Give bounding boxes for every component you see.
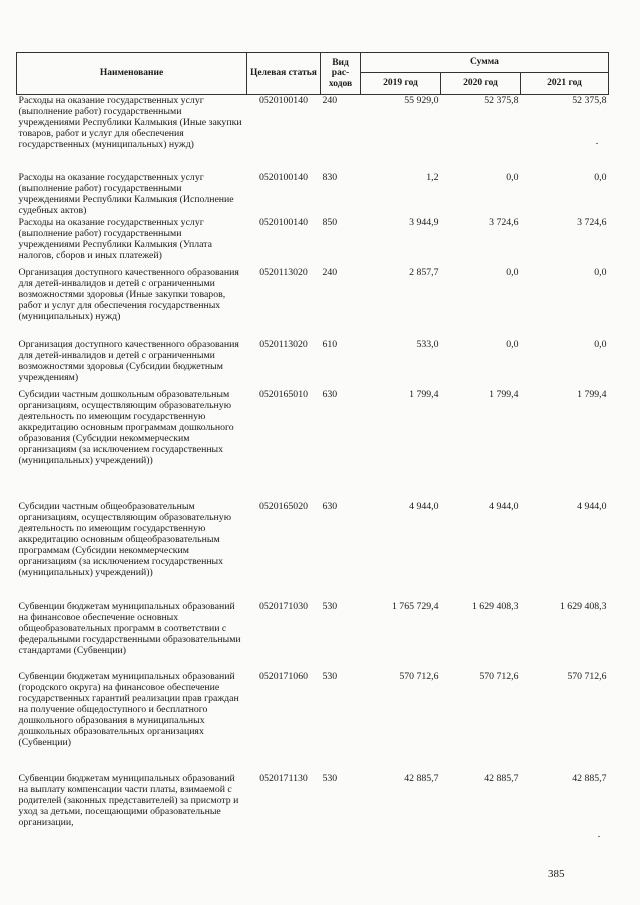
- row-2020: 1 629 408,3: [471, 600, 519, 612]
- row-2020: 0,0: [506, 266, 519, 278]
- row-name: Организация доступного качественного образования для детей-инвалидов и детей с ограниченными возможностями здоровья (Субсидии бюджетным учреждениям): [18, 338, 239, 383]
- row-vid: 530: [322, 600, 338, 612]
- row-2019: 533,0: [416, 338, 439, 350]
- row-2020: 4 944,0: [489, 500, 519, 512]
- row-2019: 4 944,0: [409, 500, 439, 512]
- table-row: [17, 601, 609, 671]
- table-row: [17, 671, 609, 773]
- table-body: [17, 95, 609, 843]
- row-2019: 42 885,7: [404, 772, 439, 784]
- row-code: 0520100140: [259, 216, 308, 228]
- row-vid: 630: [322, 500, 338, 512]
- row-2021: 0,0: [594, 266, 607, 278]
- row-2020: 0,0: [506, 338, 519, 350]
- row-name: Субсидии частным общеобразовательным организациям, осуществляющим образовательную деятельность по имеющим государственную аккредитацию основным общеобразовательным программам (Субсидии некоммерческим организациям (за исключением государственных (муниципальных) учреждений)): [18, 500, 232, 578]
- row-name: Субвенции бюджетам муниципальных образований на выплату компенсации части платы, взимаемой с родителей (законных представителей) за присмотр и уход за детьми, посещающими образовательные организации,: [18, 772, 239, 828]
- row-2021: 0,0: [594, 338, 607, 350]
- row-2021: 570 712,6: [567, 670, 607, 682]
- header-name: Наименование: [17, 53, 247, 95]
- row-vid: 850: [322, 216, 338, 228]
- row-2021: 1 629 408,3: [559, 600, 607, 612]
- row-2021: 4 944,0: [577, 500, 607, 512]
- row-2019: 3 944,9: [409, 216, 439, 228]
- row-vid: 530: [322, 670, 338, 682]
- row-2019: 1 799,4: [409, 388, 439, 400]
- row-2019: 570 712,6: [399, 670, 439, 682]
- row-2020: 0,0: [506, 171, 519, 183]
- header-year-2020: 2020 год: [441, 73, 521, 95]
- row-vid: 240: [322, 95, 338, 106]
- row-2021: 0,0: [594, 171, 607, 183]
- row-2021: 1 799,4: [577, 388, 607, 400]
- row-2019: 2 857,7: [409, 266, 439, 278]
- row-name: Субсидии частным дошкольным образовательным организациям, осуществляющим образовательную деятельность по имеющим государственную аккредитацию основным программам дошкольного образования (Субсидии некоммерческим организациям (за исключением государственных (муниципальных) учреждений)): [18, 388, 234, 466]
- row-name: Субвенции бюджетам муниципальных образований на финансовое обеспечение основных общеобразовательных программ в соответствии с федеральными государственными образовательными стандартами (Субвенции): [18, 600, 241, 656]
- table-row: [17, 172, 609, 217]
- row-2019: 1,2: [426, 171, 439, 183]
- row-code: 0520100140: [259, 95, 308, 106]
- table-row: [17, 389, 609, 501]
- row-name: Организация доступного качественного образования для детей-инвалидов и детей с ограниченными возможностями здоровья (Иные закупки товаров, работ и услуг для обеспечения государственных (муниципальных) нужд): [18, 266, 239, 322]
- table-row: [17, 217, 609, 267]
- row-vid: 530: [322, 772, 338, 784]
- row-2019: 1 765 729,4: [391, 600, 439, 612]
- row-2020: 570 712,6: [479, 670, 519, 682]
- page-number: 385: [548, 868, 565, 880]
- table-row: [17, 339, 609, 389]
- row-2021: 52 375,8: [572, 95, 607, 106]
- row-2021: 42 885,7: [572, 772, 607, 784]
- row-2020: 42 885,7: [484, 772, 519, 784]
- row-code: 0520165020: [259, 500, 308, 512]
- row-code: 0520113020: [259, 338, 308, 350]
- header-target: Целевая статья: [247, 53, 321, 95]
- row-code: 0520171130: [259, 772, 308, 784]
- row-vid: 830: [322, 171, 338, 183]
- header-year-2019: 2019 год: [361, 73, 441, 95]
- row-name: Субвенции бюджетам муниципальных образований (городского округа) на финансовое обеспечение государственных гарантий реализации прав граждан на получение общедоступного и бесплатного дошкольного образования в муниципальных дошкольных образовательных организациях (Субвенции): [18, 670, 239, 748]
- table-row: [17, 95, 609, 172]
- row-code: 0520165010: [259, 388, 308, 400]
- scan-speck: [596, 143, 598, 144]
- row-code: 0520171030: [259, 600, 308, 612]
- row-code: 0520171060: [259, 670, 308, 682]
- row-2021: 3 724,6: [577, 216, 607, 228]
- row-code: 0520100140: [259, 171, 308, 183]
- row-vid: 240: [322, 266, 338, 278]
- row-name: Расходы на оказание государственных услуг (выполнение работ) государственными учреждениями Республики Калмыкия (Иные закупки товаров, работ и услуг для обеспечения государственных (муниципальных) нужд): [18, 95, 242, 151]
- row-2019: 55 929,0: [404, 95, 439, 106]
- row-2020: 3 724,6: [489, 216, 519, 228]
- budget-table: [16, 52, 609, 843]
- table-row: [17, 267, 609, 339]
- scan-speck: [598, 836, 600, 837]
- table-row: [17, 501, 609, 601]
- row-code: 0520113020: [259, 266, 308, 278]
- row-2020: 52 375,8: [484, 95, 519, 106]
- row-vid: 610: [322, 338, 338, 350]
- header-sum: Сумма: [361, 53, 609, 73]
- table-header: [17, 53, 609, 95]
- header-year-2021: 2021 год: [521, 73, 609, 95]
- row-2020: 1 799,4: [489, 388, 519, 400]
- row-name: Расходы на оказание государственных услуг (выполнение работ) государственными учреждениями Республики Калмыкия (Уплата налогов, сборов и иных платежей): [18, 216, 212, 261]
- table-row: [17, 773, 609, 843]
- header-vid: Вид рас-ходов: [321, 53, 361, 95]
- row-name: Расходы на оказание государственных услуг (выполнение работ) государственными учреждениями Республики Калмыкия (Исполнение судебных актов): [18, 171, 234, 216]
- row-vid: 630: [322, 388, 338, 400]
